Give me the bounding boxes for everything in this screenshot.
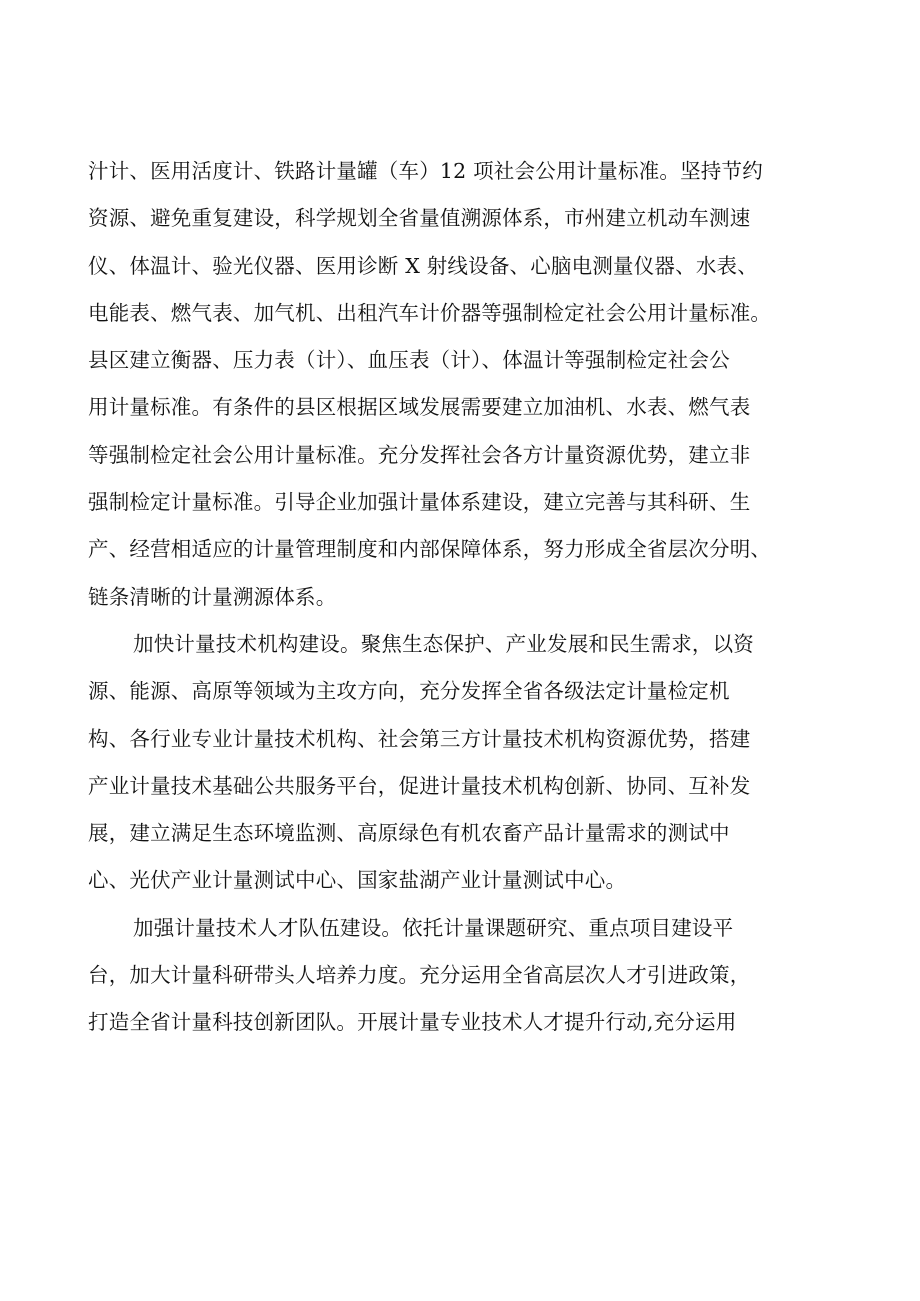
- body-text: [88, 148, 858, 1047]
- text-line: 产业计量技术基础公共服务平台，促进计量技术机构创新、协同、互补发: [88, 773, 751, 798]
- text-line: 强制检定计量标准。引导企业加强计量体系建设，建立完善与其科研、生: [88, 490, 751, 515]
- text-line: 产、经营相适应的计量管理制度和内部保障体系，努力形成全省层次分明、: [88, 537, 772, 562]
- text-line: 链条清晰的计量溯源体系。: [88, 584, 337, 609]
- text-line: 心、光伏产业计量测试中心、国家盐湖产业计量测试中心。: [88, 868, 627, 893]
- text-line: 台，加大计量科研带头人培养力度。充分运用全省高层次人才引进政策，: [88, 963, 751, 988]
- text-line: 等强制检定社会公用计量标准。充分发挥社会各方计量资源优势，建立非: [88, 442, 751, 467]
- text-line: 仪、体温计、验光仪器、医用诊断 X 射线设备、心脑电测量仪器、水表、: [88, 253, 758, 278]
- text-line: 构、各行业专业计量技术机构、社会第三方计量技术机构资源优势，搭建: [88, 726, 751, 751]
- paragraph-first-line: 加快计量技术机构建设。聚焦生态保护、产业发展和民生需求，以资: [133, 631, 754, 656]
- text-line: 展，建立满足生态环境监测、高原绿色有机农畜产品计量需求的测试中: [88, 821, 730, 846]
- text-line: 电能表、燃气表、加气机、出租汽车计价器等强制检定社会公用计量标准。: [88, 300, 772, 325]
- paragraph-first-line: 加强计量技术人才队伍建设。依托计量课题研究、重点项目建设平: [133, 915, 734, 940]
- text-line: 源、能源、高原等领域为主攻方向，充分发挥全省各级法定计量检定机: [88, 679, 730, 704]
- text-line: 县区建立衡器、压力表（计）、血压表（计）、体温计等强制检定社会公: [88, 348, 730, 373]
- text-line: 打造全省计量科技创新团队。开展计量专业技术人才提升行动,充分运用: [88, 1010, 737, 1035]
- text-line: 用计量标准。有条件的县区根据区域发展需要建立加油机、水表、燃气表: [88, 395, 751, 420]
- text-line: 资源、避免重复建设，科学规划全省量值溯源体系，市州建立机动车测速: [88, 206, 751, 231]
- text-line: 汁计、医用活度计、铁路计量罐（车）12 项社会公用计量标准。坚持节约: [88, 159, 763, 183]
